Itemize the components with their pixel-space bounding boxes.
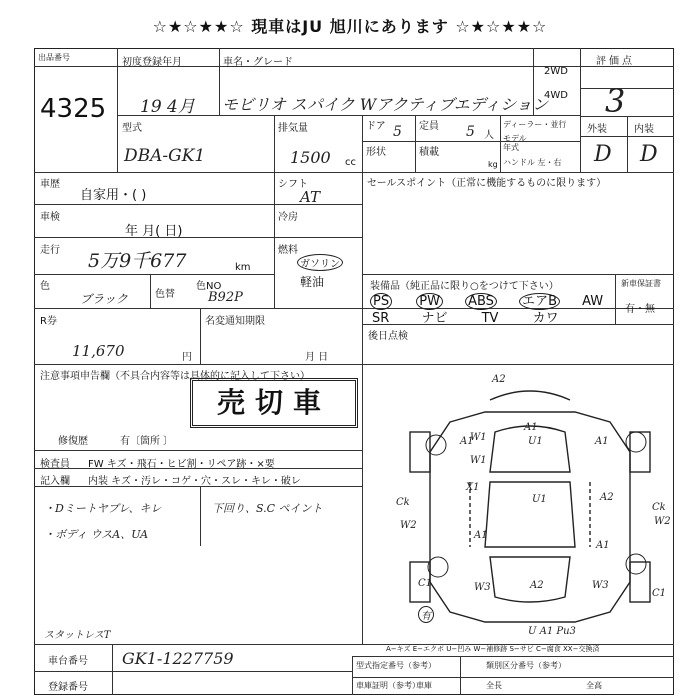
- color-code: B92P: [208, 290, 243, 305]
- diag-u1-mid: U1: [532, 494, 547, 505]
- diag-a2-top: A2: [492, 374, 506, 385]
- diag-w3-left: W3: [474, 582, 491, 593]
- entry-label: 記入欄: [40, 476, 70, 487]
- entry-items: 内装 キズ・汚レ・コゲ・穴・スレ・キレ・破レ: [88, 476, 301, 487]
- diag-circled-yes: 有: [418, 606, 434, 623]
- model-value: モビリオ スパイク Wアクティブエディション: [222, 95, 548, 114]
- form-garage-cert: 車庫証明（参考）: [356, 681, 420, 690]
- note-3: ・ボディ ウスA、UA: [44, 528, 149, 541]
- notes-label: 注意事項申告欄（不具合内容等は具体的に記入して下さい）: [40, 371, 310, 382]
- equip-sr: SR: [372, 311, 390, 326]
- diag-a1-right: A1: [595, 436, 609, 447]
- recycle-label: R券: [40, 316, 57, 327]
- score-value: 3: [605, 82, 626, 120]
- load-label: 積載: [419, 147, 439, 158]
- diag-a1-top: A1: [524, 422, 538, 433]
- form-garage: 車庫: [416, 681, 432, 690]
- recycle-value: 11,670: [72, 342, 125, 360]
- form-category-number: 類別区分番号（参考）: [486, 661, 566, 670]
- inspector-label: 検査員: [40, 459, 70, 470]
- registration-label: 初度登録年月: [122, 57, 182, 68]
- fuel-gasoline: ガソリン: [297, 254, 343, 271]
- capacity-value: 5: [466, 124, 475, 140]
- shift-label: シフト: [278, 179, 308, 190]
- name-change-label: 名変通知期限: [205, 316, 265, 327]
- color-change-label: 色替: [155, 289, 175, 300]
- diag-u1-top: U1: [528, 436, 543, 447]
- note-4: スタットレスT: [44, 630, 111, 641]
- doors-value: 5: [393, 124, 402, 140]
- diag-w3-right: W3: [592, 580, 609, 591]
- diag-w1-b: W1: [470, 455, 487, 466]
- equipment-row2: [372, 307, 559, 326]
- score-label: 評価点: [596, 56, 635, 67]
- lot-number: 4325: [40, 94, 107, 124]
- note-1: ・Dミートヤブレ、キレ: [44, 502, 162, 515]
- name-change-value: 月 日: [305, 352, 329, 363]
- handle-label: ハンドル 左・右: [503, 158, 562, 167]
- equip-aw: AW: [582, 294, 604, 309]
- sold-stamp: 売切車: [190, 378, 358, 428]
- diag-a1-left: A1: [460, 436, 474, 447]
- fuel-label: 燃料: [278, 245, 298, 256]
- load-unit: kg: [488, 160, 498, 169]
- inspection-label: 車検: [40, 212, 60, 223]
- fuel-light-oil: 軽油: [300, 275, 325, 289]
- note-2: 下回り、S.C ペイント: [212, 502, 323, 515]
- inspector-items: FW キズ・飛石・ヒビ割・リペア跡・×要: [88, 459, 275, 470]
- diag-x1: X1: [466, 482, 480, 493]
- after-inspection-label: 後日点検: [368, 331, 408, 342]
- interior-grade: D: [640, 142, 658, 167]
- shift-value: AT: [300, 188, 321, 206]
- diag-a2-mid: A2: [600, 492, 614, 503]
- displacement-unit: cc: [345, 157, 356, 168]
- color-value: ブラック: [80, 292, 128, 306]
- diag-c1-right: C1: [652, 588, 667, 599]
- diag-bottom-codes: U A1 Pu3: [528, 626, 576, 637]
- equip-abs: ABS: [465, 293, 497, 310]
- equip-airbag: エアB: [519, 293, 560, 310]
- dealer-label: ディーラー・並行: [503, 120, 567, 129]
- inspection-value: 年 月( 日): [125, 224, 183, 239]
- header-banner: ☆★☆★★☆ 現車はJU 旭川にあります ☆★☆★★☆: [152, 17, 548, 36]
- history-value: 自家用・( ): [80, 188, 147, 203]
- registration-value: 19 4月: [140, 97, 195, 117]
- mileage-label: 走行: [40, 245, 60, 256]
- model-label: 車名・グレード: [223, 57, 293, 68]
- drive-2wd: 2WD: [544, 66, 568, 77]
- interior-label: 内装: [634, 124, 654, 135]
- chassis-label: 車台番号: [48, 656, 88, 667]
- diag-a1-low2: A1: [596, 540, 610, 551]
- drive-4wd: 4WD: [544, 90, 568, 101]
- equip-navi: ナビ: [421, 311, 448, 326]
- doors-label: ドア: [366, 121, 386, 132]
- capacity-label: 定員: [419, 121, 439, 132]
- type-value: DBA-GK1: [124, 146, 206, 166]
- color-code-label: 色NO: [196, 281, 222, 292]
- form-length: 全長: [486, 681, 502, 690]
- reg-no-label: 登録番号: [48, 682, 88, 693]
- sales-points-label: セールスポイント（正常に機能するものに限ります）: [367, 178, 607, 189]
- color-label: 色: [40, 281, 50, 292]
- diag-ck-right: Ck: [652, 502, 666, 513]
- diag-c1-left: C1: [418, 578, 433, 589]
- mileage-value: 5万9千677: [88, 250, 187, 272]
- repair-value: 有〔箇所 〕: [120, 436, 174, 447]
- form-type-designation: 型式指定番号（参考）: [356, 661, 436, 670]
- mileage-unit: km: [235, 262, 251, 273]
- displacement-value: 1500: [290, 148, 331, 167]
- diagram-legend: A−キズ E−エクボ U−凹み W−補修跡 S−サビ C−腐食 XX−交換済: [386, 645, 600, 653]
- form-height: 全高: [586, 681, 602, 690]
- diag-a2-bottom: A2: [530, 580, 544, 591]
- lot-label: 出品番号: [38, 53, 70, 62]
- displacement-label: 排気量: [278, 123, 308, 134]
- history-label: 車歴: [40, 179, 60, 190]
- capacity-unit: 人: [484, 130, 494, 141]
- repair-label: 修復歴: [58, 436, 88, 447]
- diag-w2-right: W2: [654, 516, 671, 527]
- diag-w2-left: W2: [400, 520, 417, 531]
- aircon-label: 冷房: [278, 212, 298, 223]
- equip-tv: TV: [481, 311, 499, 326]
- recycle-unit: 円: [182, 352, 192, 363]
- model-year-label: モデル年式: [503, 134, 527, 152]
- type-label: 型式: [122, 123, 142, 134]
- exterior-label: 外装: [587, 124, 607, 135]
- equip-ps: PS: [370, 293, 392, 310]
- equip-leather: カワ: [532, 311, 559, 326]
- chassis-value: GK1-1227759: [122, 649, 234, 668]
- diag-a1-low: A1: [474, 530, 488, 541]
- equipment-label: 装備品（純正品に限り○をつけて下さい）: [370, 281, 559, 292]
- warranty-label: 新車保証書: [621, 279, 661, 288]
- shape-label: 形状: [366, 147, 386, 158]
- car-damage-diagram: [390, 372, 670, 642]
- diag-ck-left: Ck: [396, 497, 410, 508]
- warranty-value: 有・無: [625, 304, 655, 315]
- equip-pw: PW: [416, 293, 443, 310]
- exterior-grade: D: [594, 142, 612, 167]
- diag-w1-a: W1: [470, 432, 487, 443]
